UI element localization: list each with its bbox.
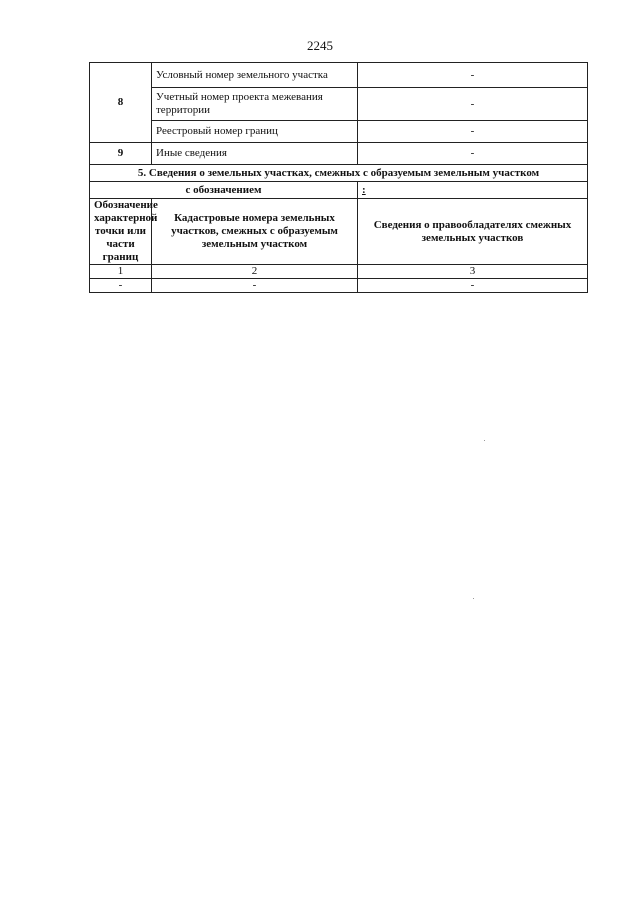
other-info-label: Иные сведения xyxy=(152,143,358,165)
conditional-number-value: - xyxy=(358,63,588,88)
table-row xyxy=(90,63,588,88)
row-number-9: 9 xyxy=(90,143,152,165)
column-number-row xyxy=(90,265,588,279)
data-cell-point: - xyxy=(90,279,152,293)
other-info-value: - xyxy=(358,143,588,165)
table-row xyxy=(90,88,588,121)
conditional-number-label: Условный номер земельного участка xyxy=(152,63,358,88)
scan-speck xyxy=(484,440,485,441)
row-number-8: 8 xyxy=(90,63,152,143)
designation-row xyxy=(90,182,588,199)
designation-label: с обозначением xyxy=(90,182,358,199)
column-number-3: 3 xyxy=(358,265,588,279)
column-header-row xyxy=(90,199,588,265)
boundary-registry-number-value: - xyxy=(358,121,588,143)
column-header-cadastral: Кадастровые номера земельных участков, смежных с образуемым земельным участком xyxy=(152,199,358,265)
data-cell-cadastral: - xyxy=(152,279,358,293)
section-5-title: 5. Сведения о земельных участках, смежных с образуемым земельным участком xyxy=(90,165,588,182)
survey-project-number-label: Учетный номер проекта межевания территории xyxy=(152,88,358,121)
table-row xyxy=(90,279,588,293)
page-number: 2245 xyxy=(307,38,333,53)
designation-cell xyxy=(358,182,588,199)
designation-value: : xyxy=(362,183,366,196)
data-cell-owners: - xyxy=(358,279,588,293)
section-header-row xyxy=(90,165,588,182)
table-row xyxy=(90,121,588,143)
column-header-point: Обозначение характерной точки или части границ xyxy=(90,199,152,265)
scan-speck xyxy=(473,598,474,599)
column-number-2: 2 xyxy=(152,265,358,279)
land-info-table xyxy=(89,62,588,293)
column-number-1: 1 xyxy=(90,265,152,279)
table-row xyxy=(90,143,588,165)
survey-project-number-value: - xyxy=(358,88,588,121)
column-header-owners: Сведения о правообладателях смежных земельных участков xyxy=(358,199,588,265)
boundary-registry-number-label: Реестровый номер границ xyxy=(152,121,358,143)
